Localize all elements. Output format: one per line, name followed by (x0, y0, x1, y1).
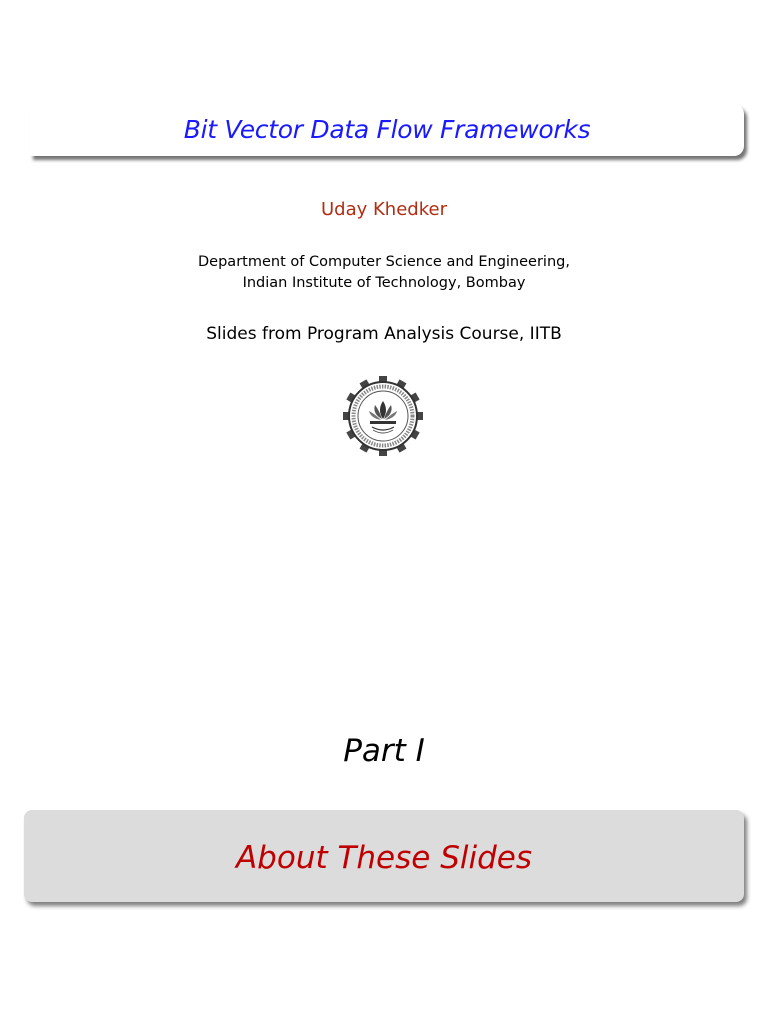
iit-bombay-logo-icon (342, 375, 424, 457)
affiliation (0, 252, 768, 294)
course-note: Slides from Program Analysis Course, IITB (206, 324, 562, 344)
slide-title-box (30, 104, 744, 156)
institute-line: Indian Institute of Technology, Bombay (242, 275, 526, 291)
author-name: Uday Khedker (321, 199, 447, 220)
part-title: About These Slides (235, 840, 533, 876)
slide-title: Bit Vector Data Flow Frameworks (183, 115, 591, 144)
department-line: Department of Computer Science and Engineering, (198, 254, 570, 270)
part-title-box (24, 810, 744, 902)
part-label: Part I (343, 733, 425, 769)
